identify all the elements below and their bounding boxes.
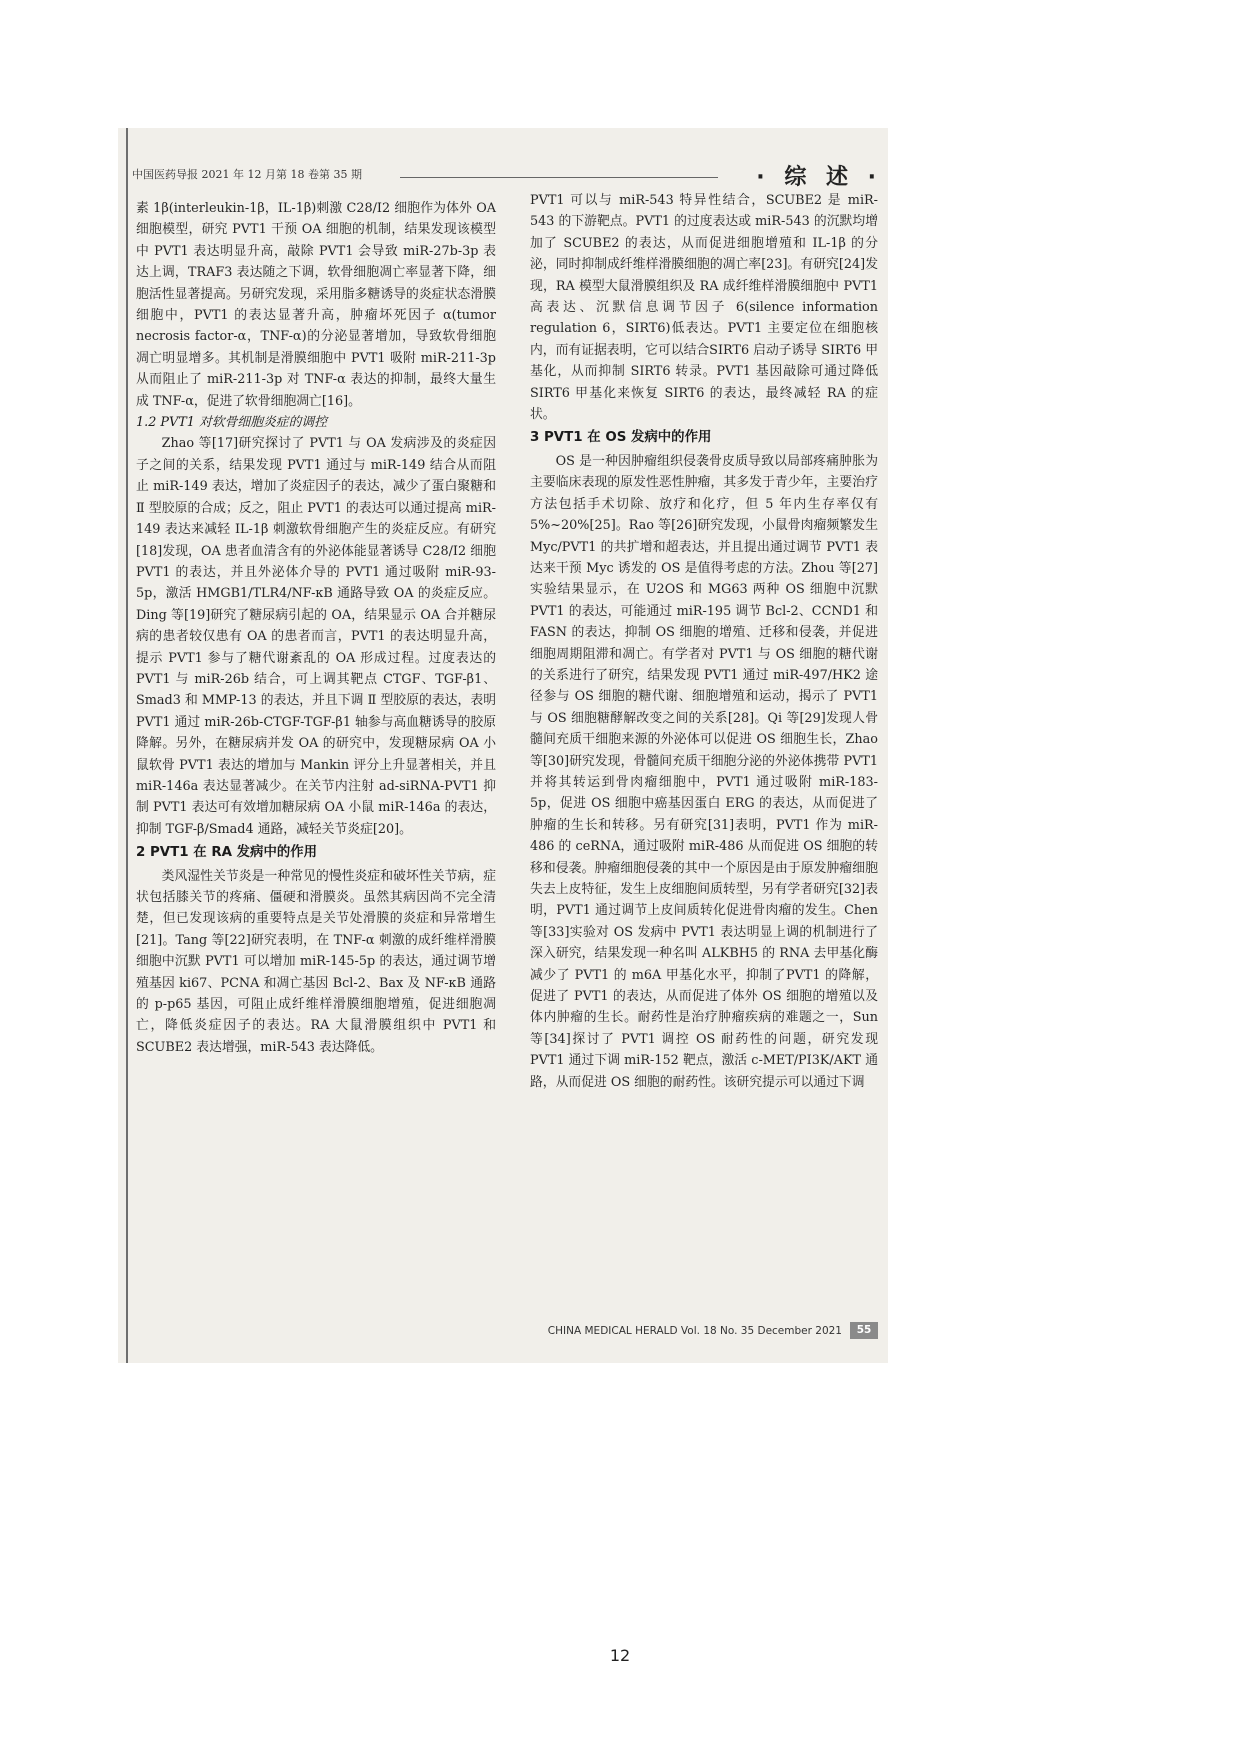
page-header bbox=[132, 160, 884, 190]
page-footer bbox=[448, 1321, 878, 1343]
paragraph: 素 1β(interleukin-1β，IL-1β)刺激 C28/I2 细胞作为体外 OA 细胞模型，研究 PVT1 干预 OA 细胞的机制，结果发现该模型中 PVT1 表达明显升高，敲除 PVT1 会导致 miR-27b-3p 表达上调，TRAF3 表达随之下调，软骨细胞凋亡率显著下降，细胞活性显著提高。另研究发现，采用脂多糖诱导的炎症状态滑膜细胞中，PVT1 的表达显著升高，肿瘤坏死因子 α(tumor necrosis factor-α，TNF-α)的分泌显著增加，导致软骨细胞凋亡明显增多。其机制是滑膜细胞中 PVT1 吸附 miR-211-3p 从而阻止了 miR-211-3p 对 TNF-α 表达的抑制，最终大量生成 TNF-α，促进了软骨细胞凋亡[16]。 bbox=[136, 201, 496, 409]
section-heading: 3 PVT1 在 OS 发病中的作用 bbox=[530, 430, 712, 446]
header-rule bbox=[400, 177, 718, 178]
paragraph: 类风湿性关节炎是一种常见的慢性炎症和破坏性关节病，症状包括膝关节的疼痛、僵硬和滑膜炎。虽然其病因尚不完全清楚，但已发现该病的重要特点是关节处滑膜的炎症和异常增生[21]。Tang 等[22]研究表明，在 TNF-α 刺激的成纤维样滑膜细胞中沉默 PVT1 可以增加 miR-145-5p 的表达，通过调节增殖基因 ki67、PCNA 和凋亡基因 Bcl-2、Bax 及 NF-κB 通路的 p-p65 基因，可阻止成纤维样滑膜细胞增殖，促进细胞凋亡，降低炎症因子的表达。RA 大鼠滑膜组织中 PVT1 和 SCUBE2 表达增强，miR-543 表达降低。 bbox=[136, 868, 496, 1055]
document-page-number: 12 bbox=[609, 1646, 631, 1665]
paragraph: PVT1 可以与 miR-543 特异性结合，SCUBE2 是 miR-543 的下游靶点。PVT1 的过度表达或 miR-543 的沉默均增加了 SCUBE2 的表达，从而促进细胞增殖和 IL-1β 的分泌，同时抑制成纤维样滑膜细胞的凋亡率[23]。有研究[24]发现，RA 模型大鼠滑膜组织及 RA 成纤维样滑膜细胞中 PVT1 高表达、沉默信息调节因子 6(silence information regulation 6，SIRT6)低表达。PVT1 主要定位在细胞核内，而有证据表明，它可以结合SIRT6 启动子诱导 SIRT6 甲基化，从而抑制 SIRT6 转录。PVT1 基因敲除可通过降低 SIRT6 甲基化来恢复 SIRT6 的表达，最终减轻 RA 的症状。 bbox=[530, 193, 878, 423]
journal-page-number: 55 bbox=[850, 1322, 878, 1339]
scanned-journal-page bbox=[118, 128, 888, 1363]
section-tag: · 综 述 · bbox=[756, 165, 882, 190]
binding-edge-line bbox=[126, 128, 128, 1363]
right-column bbox=[530, 190, 878, 1093]
journal-title-en: CHINA MEDICAL HERALD Vol. 18 No. 35 December 2021 bbox=[547, 1325, 842, 1337]
left-column bbox=[136, 198, 496, 1058]
journal-title-cn: 中国医药导报 2021 年 12 月第 18 卷第 35 期 bbox=[132, 168, 362, 181]
subsection-heading: 1.2 PVT1 对软骨细胞炎症的调控 bbox=[136, 415, 327, 431]
paragraph: Zhao 等[17]研究探讨了 PVT1 与 OA 发病涉及的炎症因子之间的关系，结果发现 PVT1 通过与 miR-149 结合从而阻止 miR-149 表达，增加了炎症因子的表达，减少了蛋白聚糖和 Ⅱ 型胶原的合成；反之，阻止 PVT1 的表达可以通过提高 miR-149 表达来减轻 IL-1β 刺激软骨细胞产生的炎症反应。有研究[18]发现，OA 患者血清含有的外泌体能显著诱导 C28/I2 细胞 PVT1 的表达，并且外泌体介导的 PVT1 通过吸附 miR-93-5p，激活 HMGB1/TLR4/NF-κB 通路导致 OA 的炎症反应。Ding 等[19]研究了糖尿病引起的 OA，结果显示 OA 合并糖尿病的患者较仅患有 OA 的患者而言，PVT1 的表达明显升高，提示 PVT1 参与了糖代谢紊乱的 OA 形成过程。过度表达的 PVT1 与 miR-26b 结合，可上调其靶点 CTGF、TGF-β1、Smad3 和 MMP-13 的表达，并且下调 Ⅱ 型胶原的表达，表明 PVT1 通过 miR-26b-CTGF-TGF-β1 轴参与高血糖诱导的胶原降解。另外，在糖尿病并发 OA 的研究中，发现糖尿病 OA 小鼠软骨 PVT1 表达的增加与 Mankin 评分上升显著相关，并且 miR-146a 表达显著减少。在关节内注射 ad-siRNA-PVT1 抑制 PVT1 表达可有效增加糖尿病 OA 小鼠 miR-146a 的表达，抑制 TGF-β/Smad4 通路，减轻关节炎症[20]。 bbox=[136, 436, 496, 837]
section-heading: 2 PVT1 在 RA 发病中的作用 bbox=[136, 845, 318, 861]
paragraph: OS 是一种因肿瘤组织侵袭骨皮质导致以局部疼痛肿胀为主要临床表现的原发性恶性肿瘤，其多发于青少年，主要治疗方法包括手术切除、放疗和化疗，但 5 年内生存率仅有 5%~20%[25]。Rao 等[26]研究发现，小鼠骨肉瘤频繁发生 Myc/PVT1 的共扩增和超表达，并且提出通过调节 PVT1 表达来干预 Myc 诱发的 OS 是值得考虑的方法。Zhou 等[27]实验结果显示，在 U2OS 和 MG63 两种 OS 细胞中沉默 PVT1 的表达，可能通过 miR-195 调节 Bcl-2、CCND1 和 FASN 的表达，抑制 OS 细胞的增殖、迁移和侵袭，并促进细胞周期阻滞和凋亡。有学者对 PVT1 与 OS 细胞的糖代谢的关系进行了研究，结果发现 PVT1 通过 miR-497/HK2 途径参与 OS 细胞的糖代谢、细胞增殖和运动，揭示了 PVT1 与 OS 细胞糖酵解改变之间的关系[28]。Qi 等[29]发现人骨髓间充质干细胞来源的外泌体可以促进 OS 细胞生长，Zhao 等[30]研究发现，骨髓间充质干细胞分泌的外泌体携带 PVT1 并将其转运到骨肉瘤细胞中，PVT1 通过吸附 miR-183-5p，促进 OS 细胞中癌基因蛋白 ERG 的表达，从而促进了肿瘤的生长和转移。另有研究[31]表明，PVT1 作为 miR-486 的 ceRNA，通过吸附 miR-486 从而促进 OS 细胞的转移和侵袭。肿瘤细胞侵袭的其中一个原因是由于原发肿瘤细胞失去上皮特征，发生上皮细胞间质转型，另有学者研究[32]表明，PVT1 通过调节上皮间质转化促进骨肉瘤的发生。Chen 等[33]实验对 OS 发病中 PVT1 表达明显上调的机制进行了深入研究，结果发现一种名叫 ALKBH5 的 RNA 去甲基化酶减少了 PVT1 的 m6A 甲基化水平，抑制了PVT1 的降解，促进了 PVT1 的表达，从而促进了体外 OS 细胞的增殖以及体内肿瘤的生长。耐药性是治疗肿瘤疾病的难题之一，Sun 等[34]探讨了 PVT1 调控 OS 耐药性的问题，研究发现 PVT1 通过下调 miR-152 靶点，激活 c-MET/PI3K/AKT 通路，从而促进 OS 细胞的耐药性。该研究提示可以通过下调 bbox=[530, 453, 878, 1090]
